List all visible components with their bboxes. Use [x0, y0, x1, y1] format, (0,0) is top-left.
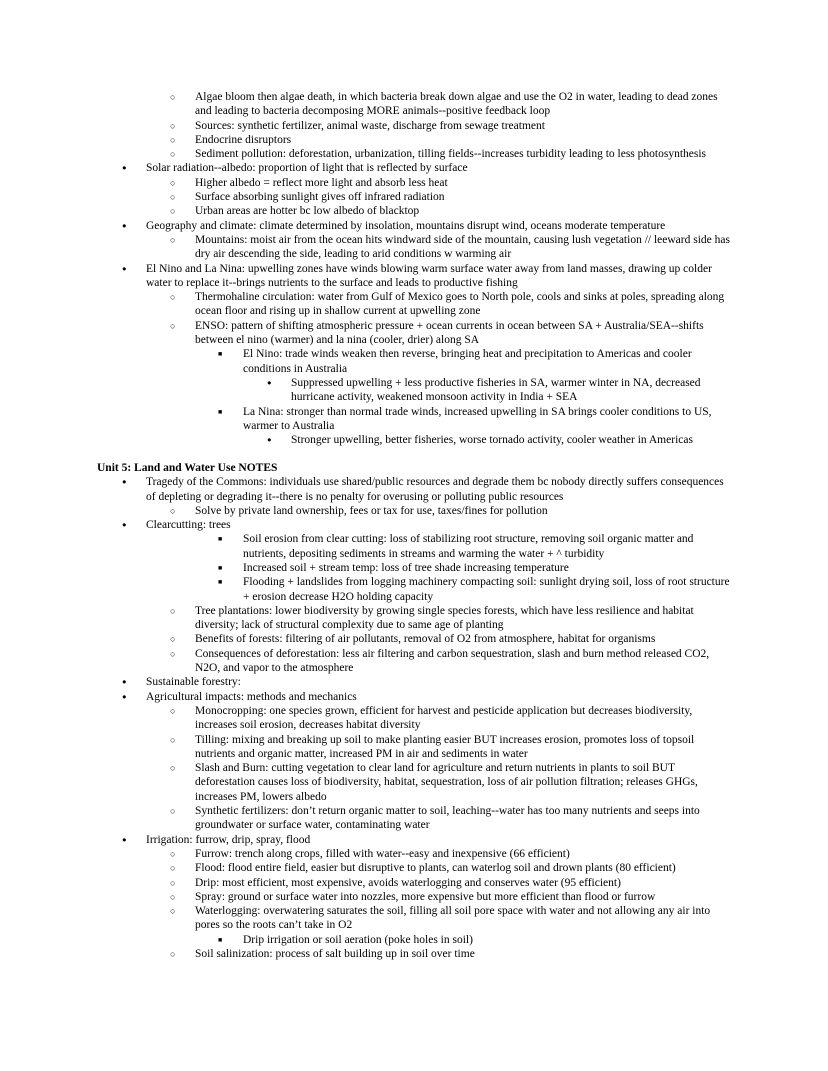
list-item-text: Increased soil + stream temp: loss of tree shade increasing temperature	[243, 562, 569, 574]
bullet-circle-icon: ○	[170, 320, 176, 331]
list-item-text: Consequences of deforestation: less air filtering and carbon sequestration, slash and burn method released CO2, N2O, and vapor to the atmosphere	[195, 647, 710, 675]
bullet-circle-icon: ○	[170, 877, 176, 888]
bullet-circle-icon: ○	[170, 648, 176, 659]
list-item-text: Endocrine disruptors	[195, 133, 292, 146]
list-item	[97, 933, 730, 947]
bullet-circle-icon: ○	[170, 149, 176, 160]
list-item-text: Thermohaline circulation: water from Gulf of Mexico goes to North pole, cools and sinks at poles, spreading along ocean floor and rising up in shallow current at upwelling zone	[195, 291, 725, 318]
list-item-text: Solve by private land ownership, fees or tax for use, taxes/fines for pollution	[195, 504, 548, 517]
list-item-text: Suppressed upwelling + less productive fisheries in SA, warmer winter in NA, decreased hurricane activity, weakened monsoon activity in India + SEA	[291, 376, 701, 404]
list-item	[97, 475, 730, 504]
bullet-circle-icon: ○	[170, 234, 176, 245]
list-item	[97, 405, 730, 434]
list-item-text: Spray: ground or surface water into nozzles, more expensive but more efficient than flood or furrow	[195, 890, 656, 903]
bullet-circle-icon: ○	[170, 120, 176, 131]
list-item	[97, 847, 730, 861]
bullet-disc-icon: ●	[267, 435, 272, 445]
list-item-text: Geography and climate: climate determined by insolation, mountains disrupt wind, oceans moderate temperature	[146, 219, 666, 232]
bullet-disc-icon: ●	[122, 520, 127, 530]
list-item-text: Surface absorbing sunlight gives off infrared radiation	[195, 191, 445, 204]
bullet-square-icon: ■	[218, 350, 223, 359]
list-item-text: Irrigation: furrow, drip, spray, flood	[146, 833, 311, 846]
list-item-text: Mountains: moist air from the ocean hits windward side of the mountain, causing lush vegetation // leeward side has dry air descending the side, leading to arid conditions w warming air	[195, 233, 730, 261]
bullet-disc-icon: ●	[122, 477, 127, 487]
list-item	[97, 219, 730, 233]
list-item	[97, 119, 730, 133]
list-item	[97, 704, 730, 733]
list-item-text: Slash and Burn: cutting vegetation to clear land for agriculture and return nutrients in plants to soil BUT deforestation causes loss of biodiversity, habitat, sequestration, loss of air pollution filtration; releases GHGs, increases PM, lowers albedo	[195, 762, 698, 803]
list-item-text: El Nino and La Nina: upwelling zones have winds blowing warm surface water away from land masses, drawing up colder water to replace it--brings nutrients to the surface and leads to productive fishing	[146, 262, 712, 289]
bullet-disc-icon: ●	[122, 691, 127, 701]
bullet-circle-icon: ○	[170, 206, 176, 217]
list-item	[97, 262, 730, 291]
list-item	[97, 575, 730, 604]
list-item-text: Sources: synthetic fertilizer, animal waste, discharge from sewage treatment	[195, 119, 545, 132]
bullet-circle-icon: ○	[170, 634, 176, 645]
list-item	[97, 347, 730, 376]
bullet-disc-icon: ●	[122, 220, 127, 230]
bullet-square-icon: ■	[218, 578, 223, 587]
list-item-text: Higher albedo = reflect more light and absorb less heat	[195, 176, 448, 189]
bullet-circle-icon: ○	[170, 92, 176, 102]
list-item	[97, 532, 730, 561]
list-item	[97, 861, 730, 875]
list-item-text: Clearcutting: trees	[146, 519, 231, 532]
list-item-text: Urban areas are hotter bc low albedo of blacktop	[195, 205, 420, 218]
bullet-circle-icon: ○	[170, 134, 176, 145]
list-item	[97, 833, 730, 847]
list-item-text: Drip: most efficient, most expensive, avoids waterlogging and conserves water (95 efficient)	[195, 876, 621, 889]
bullet-disc-icon: ●	[122, 677, 127, 687]
bullet-disc-icon: ●	[122, 263, 127, 273]
bullet-square-icon: ■	[218, 564, 223, 572]
list-item-text: Tragedy of the Commons: individuals use shared/public resources and degrade them bc nobody directly suffers consequences of depleting or degrading it--there is no penalty for overusing or polluting public resources	[146, 476, 724, 503]
list-item	[97, 647, 730, 676]
bullet-circle-icon: ○	[170, 763, 176, 774]
list-item-text: Furrow: trench along crops, filled with water--easy and inexpensive (66 efficient)	[195, 847, 570, 860]
bullet-circle-icon: ○	[170, 734, 176, 745]
list-item	[97, 632, 730, 646]
notes-list	[97, 90, 730, 961]
list-item	[97, 90, 730, 119]
bullet-disc-icon: ●	[122, 163, 127, 173]
list-item-text: Sustainable forestry:	[146, 676, 241, 689]
list-item-text: Waterlogging: overwatering saturates the soil, filling all soil pore space with water and not allowing any air into pores so the roots can’t take in O2	[195, 905, 711, 932]
list-item	[97, 319, 730, 348]
list-item	[97, 290, 730, 319]
list-item	[97, 147, 730, 161]
bullet-circle-icon: ○	[170, 806, 176, 817]
list-item	[97, 504, 730, 518]
list-item	[97, 133, 730, 147]
bullet-circle-icon: ○	[170, 863, 176, 874]
list-item-text: Stronger upwelling, better fisheries, worse tornado activity, cooler weather in Americas	[291, 434, 693, 447]
list-item	[97, 190, 730, 204]
list-item	[97, 376, 730, 405]
section-heading: Unit 5: Land and Water Use NOTES	[97, 461, 278, 474]
list-item-text: Algae bloom then algae death, in which bacteria break down algae and use the O2 in water, leading to dead zones and leading to bacteria decomposing MORE animals--positive feedback loop	[195, 91, 718, 118]
bullet-disc-icon: ●	[267, 377, 272, 387]
list-item-text: Tilling: mixing and breaking up soil to make planting easier BUT increases erosion, promotes loss of topsoil nutrients and organic matter, increased PM in air and sediments in water	[195, 733, 695, 760]
bullet-circle-icon: ○	[170, 292, 176, 303]
list-item	[97, 690, 730, 704]
list-item	[97, 161, 730, 175]
list-item	[97, 890, 730, 904]
bullet-disc-icon: ●	[122, 834, 127, 844]
list-item	[97, 561, 730, 575]
list-item-text: Solar radiation--albedo: proportion of light that is reflected by surface	[146, 162, 468, 175]
list-item-text: Flood: flood entire field, easier but disruptive to plants, can waterlog soil and drown plants (80 efficient)	[195, 862, 676, 875]
list-item	[97, 804, 730, 833]
bullet-circle-icon: ○	[170, 848, 176, 859]
list-item	[97, 433, 730, 447]
bullet-circle-icon: ○	[170, 177, 176, 188]
list-item	[97, 904, 730, 933]
list-item-text: Monocropping: one species grown, efficient for harvest and pesticide application but decreases biodiversity, increases soil erosion, decreases habitat diversity	[195, 704, 693, 732]
list-item-text: La Nina: stronger than normal trade winds, increased upwelling in SA brings cooler conditions to US, warmer to Australia	[243, 405, 712, 432]
list-item	[97, 604, 730, 633]
list-item	[97, 761, 730, 804]
list-item	[97, 176, 730, 190]
bullet-square-icon: ■	[218, 935, 223, 944]
list-item	[97, 675, 730, 689]
list-item-text: ENSO: pattern of shifting atmospheric pressure + ocean currents in ocean between SA + Australia/SEA--shifts between el nino (warmer) and la nina (cooler, drier) along SA	[195, 319, 704, 347]
list-item	[97, 233, 730, 262]
bullet-circle-icon: ○	[170, 906, 176, 917]
list-item-text: Tree plantations: lower biodiversity by growing single species forests, which have less resilience and habitat diversity; lack of structural complexity due to same age of planting	[195, 604, 694, 632]
list-item-text: Drip irrigation or soil aeration (poke holes in soil)	[243, 933, 473, 946]
list-item-text: Synthetic fertilizers: don’t return organic matter to soil, leaching--water has too many nutrients and seeps into groundwater or surface water, contaminating water	[195, 805, 700, 832]
bullet-circle-icon: ○	[170, 192, 176, 203]
list-item-text: El Nino: trade winds weaken then reverse, bringing heat and precipitation to Americas and cooler conditions in Australia	[243, 348, 692, 375]
list-item-text: Flooding + landslides from logging machinery compacting soil: sunlight drying soil, loss of root structure + erosion decrease H2O holding capacity	[243, 576, 730, 603]
bullet-square-icon: ■	[218, 535, 223, 544]
list-item	[97, 876, 730, 890]
list-item-text: Sediment pollution: deforestation, urbanization, tilling fields--increases turbidity leading to less photosynthesis	[195, 148, 707, 161]
list-item	[97, 204, 730, 218]
list-item-text: Benefits of forests: filtering of air pollutants, removal of O2 from atmosphere, habitat for organisms	[195, 633, 656, 646]
list-item-text: Agricultural impacts: methods and mechanics	[146, 690, 357, 703]
list-item	[97, 733, 730, 762]
bullet-circle-icon: ○	[170, 605, 176, 616]
list-item	[97, 518, 730, 532]
bullet-circle-icon: ○	[170, 891, 176, 902]
bullet-circle-icon: ○	[170, 705, 176, 716]
list-item-text: Soil erosion from clear cutting: loss of stabilizing root structure, removing soil organic matter and nutrients, depositing sediments in streams and warming the water + ^ turbidity	[243, 533, 694, 560]
bullet-circle-icon: ○	[170, 949, 176, 960]
list-item-text: Soil salinization: process of salt building up in soil over time	[195, 948, 475, 961]
bullet-circle-icon: ○	[170, 505, 176, 516]
list-item	[97, 947, 730, 961]
bullet-square-icon: ■	[218, 407, 223, 416]
